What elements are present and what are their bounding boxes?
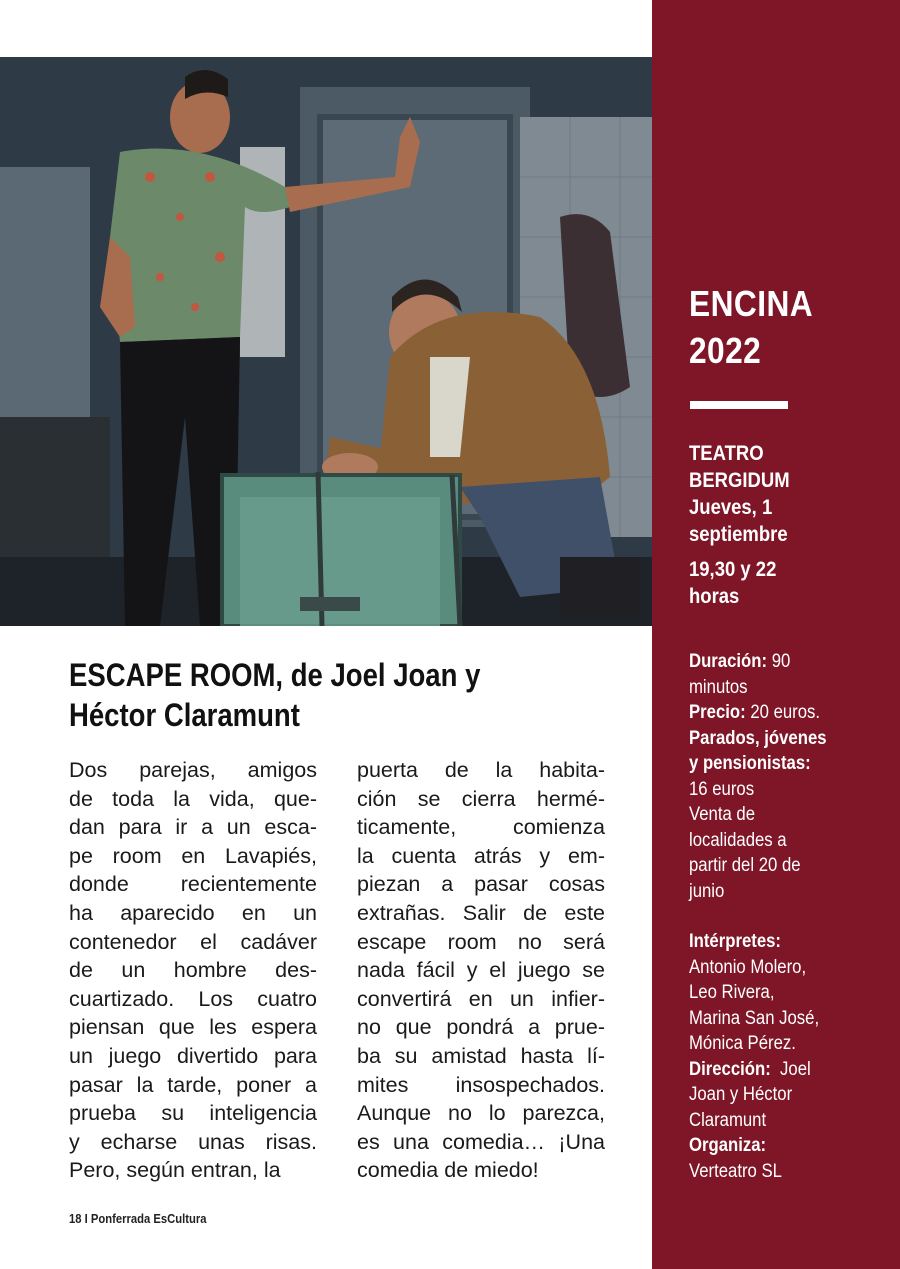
column-text-line: ha aparecido en un — [69, 900, 317, 925]
date-line-2: septiembre — [689, 523, 788, 546]
time-line-2: horas — [689, 585, 740, 608]
duration-cont: minutos — [689, 676, 748, 698]
theatre-scene-photo — [0, 57, 652, 626]
column-text-line: Pero, según entran, la — [69, 1158, 281, 1183]
column-text-line: pe room en Lavapiés, — [69, 843, 317, 868]
divider — [690, 401, 788, 409]
reduced-label-2 — [689, 751, 883, 777]
duration-value: 90 — [767, 651, 791, 672]
event-info-sidebar — [652, 0, 900, 1269]
column-text-line: y echarse unas risas. — [69, 1129, 317, 1154]
column-text-line: contenedor el cadáver — [69, 929, 317, 954]
reduced-label-1 — [689, 726, 883, 752]
sale-line-4: junio — [689, 880, 725, 902]
column-text-line: piensan que les espera — [69, 1015, 317, 1040]
column-text-line: extrañas. Salir de este — [357, 900, 605, 925]
cast-label: Intérpretes: — [689, 931, 781, 952]
venue-block — [689, 440, 874, 610]
cast-line-4: Mónica Pérez. — [689, 1033, 796, 1054]
column-text-line: ción se cierra hermé- — [357, 786, 605, 811]
column-text-line: dan para ir a un esca- — [69, 815, 317, 840]
direction-value: Joel — [770, 1058, 811, 1080]
column-text-line: ba su amistad hasta lí- — [357, 1043, 605, 1068]
sale-line-1: Venta de — [689, 804, 756, 825]
reduced-label-text-1: Parados, jóvenes — [689, 727, 827, 749]
column-text-line: la cuenta atrás y em- — [357, 843, 605, 868]
column-text-line: ticamente, comienza — [357, 815, 605, 840]
headline-line-2: Héctor Claramunt — [69, 697, 300, 733]
column-text-line: Aunque no lo parezca, — [357, 1101, 605, 1126]
venue-line-1: TEATRO — [689, 442, 764, 465]
event-title — [689, 280, 865, 374]
venue-line-2: BERGIDUM — [689, 469, 790, 492]
column-text-line: un juego divertido para — [69, 1043, 317, 1068]
column-text-line: comedia de miedo! — [357, 1158, 539, 1183]
column-text-line: convertirá en un infier- — [357, 986, 605, 1011]
column-text-line: piezan a pasar cosas — [357, 872, 605, 897]
cast-label-line — [689, 929, 883, 955]
direction-label: Dirección: — [689, 1058, 771, 1080]
column-text-line: nada fácil y el juego se — [357, 958, 605, 983]
column-text-line: donde recientemente — [69, 872, 317, 897]
article-column-2 — [357, 756, 605, 1185]
column-text-line: prueba su inteligencia — [69, 1101, 317, 1126]
duration-label: Duración: — [689, 651, 768, 672]
column-text-line: no que pondrá a prue- — [357, 1015, 605, 1040]
column-text-line: Dos parejas, amigos — [69, 758, 317, 782]
stage-photo — [0, 57, 652, 626]
reduced-price: 16 euros — [689, 778, 755, 800]
direction-line-3: Claramunt — [689, 1109, 767, 1131]
direction-line — [689, 1057, 883, 1083]
article-headline — [69, 655, 516, 735]
cast-line-3: Marina San José, — [689, 1007, 820, 1029]
sale-line-3: partir del 20 de — [689, 855, 801, 876]
headline-line-1: ESCAPE ROOM, de Joel Joan y — [69, 657, 481, 693]
price-label: Precio: — [689, 702, 746, 723]
column-text-line: es una comedia… ¡Una — [357, 1129, 605, 1154]
column-text-line: mites insospechados. — [357, 1072, 605, 1097]
page-footer: 18 I Ponferrada EsCultura — [69, 1212, 207, 1226]
article-column-1 — [69, 756, 317, 1185]
column-text-line: puerta de la habita- — [357, 758, 605, 782]
organizer-label: Organiza: — [689, 1135, 767, 1156]
column-text-line: escape room no será — [357, 929, 605, 954]
date-line-1: Jueves, 1 — [689, 496, 773, 519]
event-title-line-2: 2022 — [689, 330, 762, 371]
event-title-line-1: ENCINA — [689, 283, 814, 324]
organizer-value: Verteatro SL — [689, 1160, 782, 1182]
column-text-line: de un hombre des- — [69, 958, 317, 983]
duration-line — [689, 649, 883, 675]
cast-line-1: Antonio Molero, — [689, 956, 807, 978]
details-block — [689, 649, 883, 1184]
organizer-label-line — [689, 1133, 883, 1159]
time-line-1: 19,30 y 22 — [689, 558, 777, 581]
price-value: 20 euros. — [745, 702, 821, 723]
column-text-line: pasar la tarde, poner a — [69, 1072, 317, 1097]
reduced-label-text-2: y pensionistas: — [689, 753, 811, 774]
price-line — [689, 700, 883, 726]
direction-line-2: Joan y Héctor — [689, 1084, 793, 1105]
column-text-line: cuartizado. Los cuatro — [69, 986, 317, 1011]
spacer — [689, 904, 883, 929]
column-text-line: de toda la vida, que- — [69, 786, 317, 811]
sale-line-2: localidades a — [689, 829, 787, 851]
cast-line-2: Leo Rivera, — [689, 982, 775, 1003]
